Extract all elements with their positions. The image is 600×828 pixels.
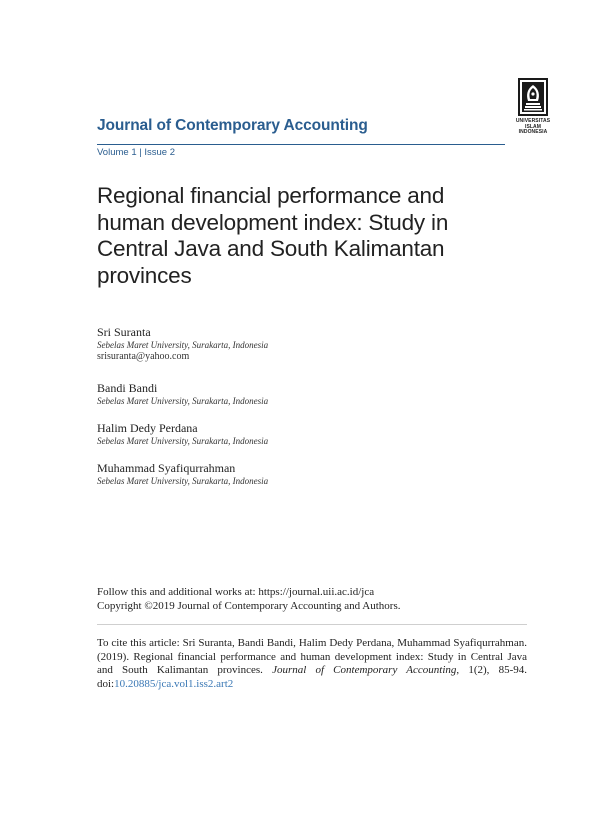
article-title-line: human development index: Study in (97, 209, 449, 235)
citation-text: To cite this article: Sri Suranta, Bandi Bandi, Halim Dedy Perdana, Muhammad Syafiqurrahman. (2019). Regional financial performance and human development index: Study in Central Java and South Kalimantan provinces. (97, 637, 527, 677)
citation-journal: Journal of Contemporary Accounting (272, 664, 457, 677)
journal-title: Journal of Contemporary Accounting (97, 117, 368, 134)
citation (97, 637, 527, 691)
author-affiliation: Sebelas Maret University, Surakarta, Indonesia (97, 436, 269, 446)
follow-link[interactable]: Follow this and additional works at: https://journal.uii.ac.id/jca (97, 586, 375, 598)
footer-info (97, 586, 401, 613)
author-affiliation: Sebelas Maret University, Surakarta, Indonesia (97, 396, 269, 406)
author-block (97, 421, 268, 447)
university-logo (508, 77, 558, 136)
author-email[interactable]: srisuranta@yahoo.com (97, 351, 190, 362)
author-block (97, 381, 268, 407)
logo-text-line1: UNIVERSITAS (515, 118, 551, 124)
author-affiliation: Sebelas Maret University, Surakarta, Indonesia (97, 476, 269, 486)
author-name: Bandi Bandi (97, 381, 158, 395)
article-title-line: Central Java and South Kalimantan (97, 236, 445, 261)
copyright: Copyright ©2019 Journal of Contemporary Accounting and Authors. (97, 599, 401, 612)
citation-pages: , 1(2), 85-94. doi: (97, 664, 527, 690)
header-divider (97, 144, 505, 145)
footer-divider (97, 624, 527, 625)
article-title-line: provinces (97, 262, 192, 288)
volume-issue: Volume 1 | Issue 2 (97, 147, 175, 158)
logo-text-line2: ISLAM (524, 123, 542, 130)
article-title (97, 183, 517, 289)
university-emblem-icon (517, 77, 549, 117)
doi-link[interactable]: 10.20885/jca.vol1.iss2.art2 (114, 677, 234, 690)
logo-text-line3: INDONESIA (518, 129, 548, 136)
author-name: Sri Suranta (97, 325, 151, 339)
author-block (97, 325, 268, 363)
author-name: Halim Dedy Perdana (97, 421, 198, 435)
author-name: Muhammad Syafiqurrahman (97, 461, 236, 475)
author-affiliation: Sebelas Maret University, Surakarta, Indonesia (97, 340, 269, 350)
author-block (97, 461, 268, 487)
article-title-line: Regional financial performance and (97, 183, 445, 208)
